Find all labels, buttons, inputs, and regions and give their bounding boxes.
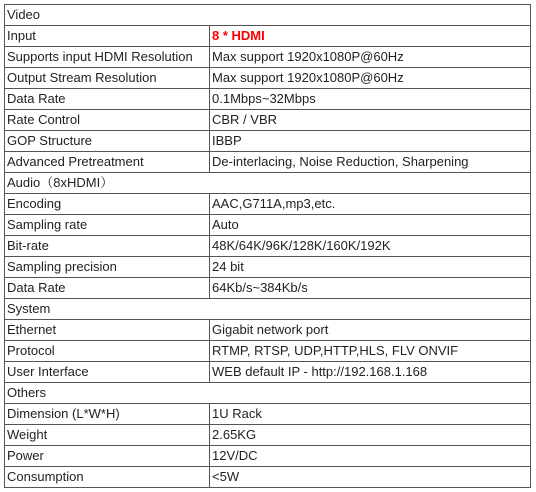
section-header-row [5,5,531,26]
section-header-row [5,173,531,194]
spec-label: Power [5,446,210,467]
spec-value: Max support 1920x1080P@60Hz [210,68,531,89]
table-row [5,194,531,215]
spec-label: Weight [5,425,210,446]
spec-value: Max support 1920x1080P@60Hz [210,47,531,68]
spec-value: IBBP [210,131,531,152]
spec-value: CBR / VBR [210,110,531,131]
table-row [5,425,531,446]
spec-value: 1U Rack [210,404,531,425]
spec-label: Bit-rate [5,236,210,257]
spec-label: Consumption [5,467,210,488]
table-row [5,152,531,173]
section-title: Audio（8xHDMI） [5,173,531,194]
spec-label: Dimension (L*W*H) [5,404,210,425]
table-row [5,362,531,383]
spec-value: 12V/DC [210,446,531,467]
table-row [5,404,531,425]
spec-value: De-interlacing, Noise Reduction, Sharpening [210,152,531,173]
table-row [5,68,531,89]
section-header-row [5,299,531,320]
spec-value: 0.1Mbps~32Mbps [210,89,531,110]
spec-table [4,4,531,488]
table-row [5,110,531,131]
table-row [5,89,531,110]
spec-value: 8 * HDMI [210,26,531,47]
spec-label: Protocol [5,341,210,362]
spec-label: Supports input HDMI Resolution [5,47,210,68]
spec-label: Data Rate [5,278,210,299]
spec-value: Gigabit network port [210,320,531,341]
spec-value: WEB default IP - http://192.168.1.168 [210,362,531,383]
spec-table-body [5,5,531,488]
table-row [5,278,531,299]
spec-label: Sampling precision [5,257,210,278]
table-row [5,26,531,47]
table-row [5,47,531,68]
spec-label: Data Rate [5,89,210,110]
table-row [5,341,531,362]
spec-label: GOP Structure [5,131,210,152]
table-row [5,215,531,236]
table-row [5,467,531,488]
spec-value: <5W [210,467,531,488]
table-row [5,257,531,278]
spec-value: 2.65KG [210,425,531,446]
spec-label: Encoding [5,194,210,215]
section-title: Others [5,383,531,404]
spec-value: 24 bit [210,257,531,278]
spec-value: 48K/64K/96K/128K/160K/192K [210,236,531,257]
spec-label: Input [5,26,210,47]
spec-value: 64Kb/s~384Kb/s [210,278,531,299]
spec-value: AAC,G711A,mp3,etc. [210,194,531,215]
spec-label: Output Stream Resolution [5,68,210,89]
spec-label: Ethernet [5,320,210,341]
section-header-row [5,383,531,404]
section-title: Video [5,5,531,26]
table-row [5,131,531,152]
table-row [5,446,531,467]
table-row [5,236,531,257]
spec-label: Advanced Pretreatment [5,152,210,173]
spec-label: Sampling rate [5,215,210,236]
spec-value: RTMP, RTSP, UDP,HTTP,HLS, FLV ONVIF [210,341,531,362]
spec-value: Auto [210,215,531,236]
table-row [5,320,531,341]
spec-label: Rate Control [5,110,210,131]
spec-label: User Interface [5,362,210,383]
section-title: System [5,299,531,320]
